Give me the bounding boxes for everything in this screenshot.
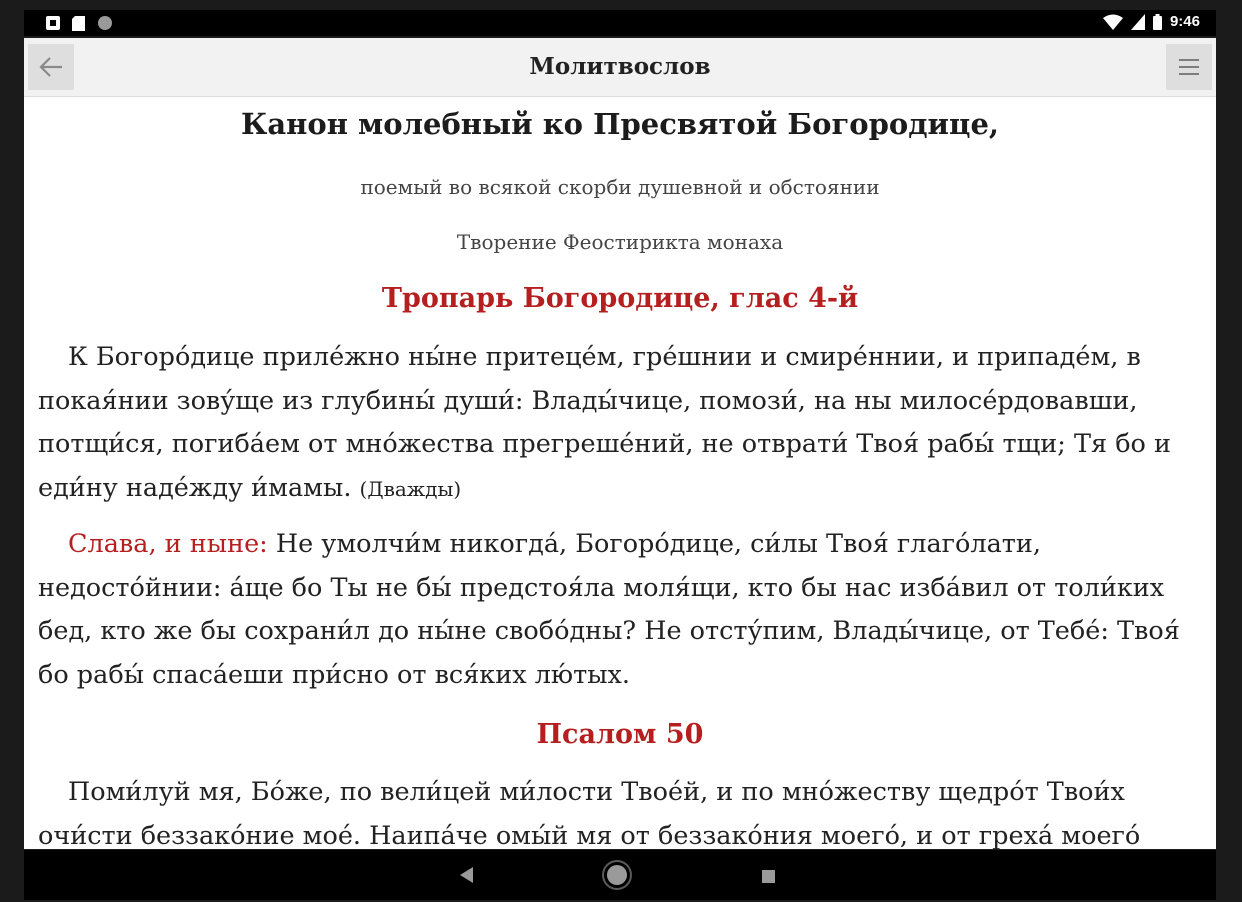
canon-subtitle: поемый во всякой скорби душевной и обстоянии	[360, 175, 880, 199]
notification-icons	[46, 15, 113, 31]
status-bar	[24, 10, 1216, 36]
sync-dot-icon	[97, 15, 113, 31]
nav-recents-icon[interactable]	[762, 870, 775, 883]
clock: 9:46	[1169, 13, 1200, 30]
menu-button[interactable]	[1166, 44, 1212, 90]
glory-paragraph	[38, 523, 1206, 697]
navigation-bar	[24, 850, 1216, 900]
signal-icon	[1131, 14, 1145, 30]
system-status	[1103, 13, 1200, 30]
sd-card-icon	[72, 16, 85, 31]
repeat-note: (Дважды)	[359, 476, 462, 501]
troparion-heading: Тропарь Богородице, глас 4-й	[381, 283, 859, 314]
nav-home-icon[interactable]	[607, 865, 627, 885]
troparion-text: К Богоро́дице приле́жно ны́не притеце́м, гре́шнии и смире́ннии, и припаде́м, в покая́нии зову́ще из глубины́ души́: Влады́чице, помози́, на ны милосе́рдовавши, потщи́ся, погиба́ем от мно́жества прегреше́ний, не отврати́ Твоя́ рабы́ тщи; Тя бо и еди́ну наде́жду и́мамы.	[38, 342, 1172, 503]
canon-title: Канон молебный ко Пресвятой Богородице,	[240, 107, 1000, 141]
glory-lead: Слава, и ныне:	[68, 529, 268, 559]
psalm-heading: Псалом 50	[536, 719, 704, 750]
battery-icon	[1153, 14, 1162, 30]
glory-text: Не умолчи́м никогда́, Богоро́дице, си́лы Твоя́ глаго́лати, недосто́йнии: а́ще бо Ты не бы́ предстоя́ла моля́щи, кто бы нас изба́вил от толи́ких бед, кто же бы сохрани́л до ны́не свобо́дны? Не отсту́пим, Влады́чице, от Тебе́: Твоя́ бо рабы́ спаса́еши при́сно от вся́ких лю́тых.	[38, 529, 1180, 690]
prayer-content[interactable]	[24, 97, 1216, 849]
app-bar	[24, 38, 1216, 97]
app-title: Молитвослов	[529, 53, 711, 80]
psalm-text: Поми́луй мя, Бо́же, по вели́цей ми́лости Твое́й, и по мно́жеству щедро́т Твои́х очи́сти беззако́ние мое́. Наипа́че омы́й мя от беззако́ния моего́, и от греха́ моего́	[38, 777, 1141, 851]
canon-author: Творение Феостирикта монаха	[456, 230, 784, 254]
hamburger-menu-icon	[1178, 58, 1200, 76]
troparion-paragraph	[38, 336, 1206, 511]
wifi-icon	[1103, 14, 1123, 30]
notification-box-icon	[46, 16, 60, 30]
nav-back-icon[interactable]	[460, 867, 473, 883]
